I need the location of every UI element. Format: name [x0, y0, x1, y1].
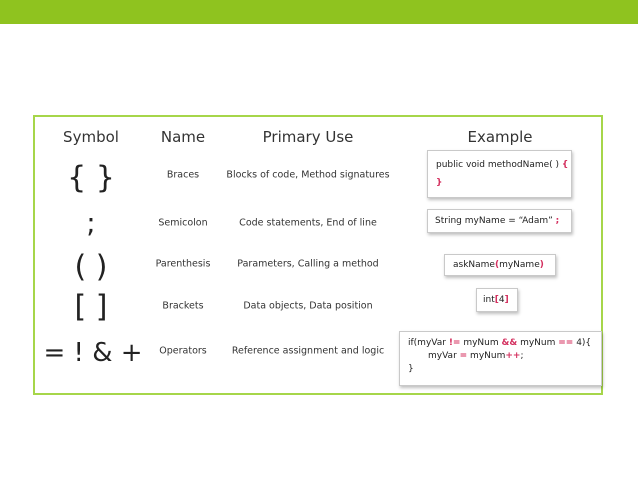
example-braces [427, 150, 572, 198]
example-semicolon-text: String myName = “Adam” [435, 216, 556, 226]
example-bracket-open: [ [494, 295, 499, 305]
example-paren-close: ) [539, 260, 544, 270]
example-bracket-type: int [483, 295, 495, 305]
example-op-not-equal: != [448, 338, 461, 348]
example-op-text-1: if(myVar [408, 338, 449, 348]
symbol-brackets: [ ] [74, 289, 108, 325]
example-bracket-index: 4 [498, 295, 505, 305]
example-op-text-7: ; [520, 351, 524, 361]
example-op-text-6: myNum [467, 351, 506, 361]
header-example: Example [467, 128, 533, 146]
example-op-text-3: myNum [517, 338, 559, 348]
example-op-increment: ++ [505, 351, 521, 361]
header-primary-use: Primary Use [262, 128, 354, 146]
example-bracket-close: ] [504, 295, 509, 305]
name-braces: Braces [166, 169, 200, 181]
example-op-and: && [501, 338, 518, 348]
header-name: Name [160, 128, 206, 146]
example-op-text-5: myVar [428, 351, 460, 361]
header-symbol: Symbol [63, 128, 119, 146]
example-semicolon [427, 209, 572, 233]
example-paren-arg: myName [499, 260, 540, 270]
use-brackets: Data objects, Data position [243, 300, 373, 312]
use-operators: Reference assignment and logic [231, 345, 385, 357]
name-operators: Operators [159, 345, 207, 357]
use-parenthesis: Parameters, Calling a method [237, 258, 379, 270]
name-brackets: Brackets [162, 300, 204, 312]
example-paren-method: askName [453, 260, 495, 270]
example-braces-line1: public void methodName( ) [436, 160, 562, 170]
name-semicolon: Semicolon [158, 217, 208, 229]
name-parenthesis: Parenthesis [155, 258, 211, 270]
example-op-equals: == [558, 338, 574, 348]
example-paren-open: ( [494, 260, 500, 270]
top-accent-bar [0, 0, 638, 24]
symbol-operators: = ! & + [43, 338, 143, 368]
example-parenthesis [444, 254, 556, 276]
example-braces-close: } [436, 178, 443, 188]
example-op-assign: = [459, 351, 468, 361]
example-op-text-4: 4){ [573, 338, 592, 348]
symbol-semicolon: ; [86, 206, 96, 240]
symbol-braces: { } [67, 160, 115, 196]
use-braces: Blocks of code, Method signatures [226, 169, 390, 181]
example-op-close-brace: } [408, 364, 414, 374]
use-semicolon: Code statements, End of line [239, 217, 377, 229]
example-semicolon-mark: ; [555, 216, 560, 226]
syntax-table [33, 115, 603, 395]
example-brackets [476, 288, 518, 312]
example-operators [399, 331, 602, 386]
example-op-text-2: myNum [460, 338, 502, 348]
symbol-parenthesis: ( ) [74, 249, 108, 285]
example-braces-open: { [561, 160, 569, 170]
